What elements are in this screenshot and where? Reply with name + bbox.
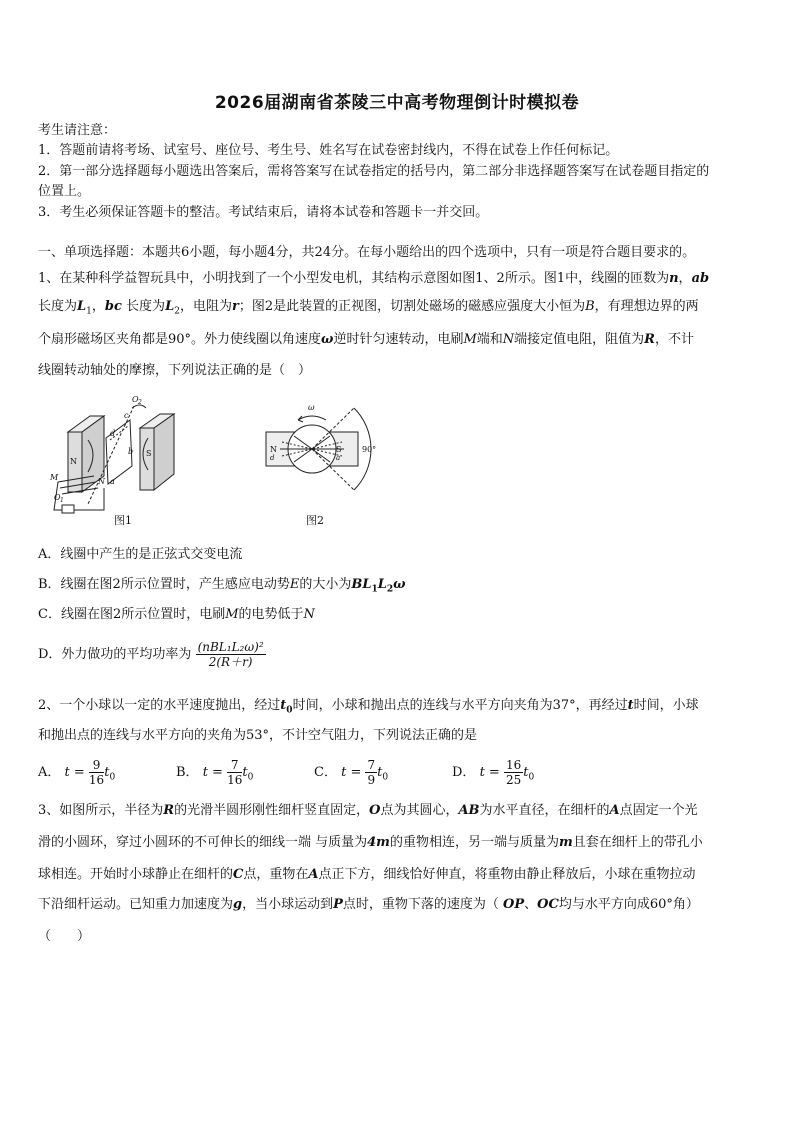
svg-text:a: a (110, 477, 115, 486)
page-title: 2026届湖南省茶陵三中高考物理倒计时模拟卷 (214, 93, 580, 113)
notice-item-2: 2．第一部分选择题每小题选出答案后，需将答案写在试卷指定的括号内，第二部分非选择题答案写在试卷题目指定的 (38, 164, 710, 179)
svg-text:c: c (124, 411, 129, 420)
svg-text:N: N (70, 457, 77, 466)
q2-option-d: D． t = $\frac{16}{25}$ $t_0$ (452, 758, 535, 787)
svg-text:O: O (132, 395, 139, 404)
section-heading: 一、单项选择题：本题共6小题，每小题4分，共24分。在每小题给出的四个选项中，只有一项是符合题目要求的。 (38, 245, 696, 260)
svg-text:b: b (128, 447, 134, 456)
svg-text:2: 2 (138, 399, 142, 406)
q1-option-b: B．线圈在图2所示位置时，产生感应电动势E的大小为$BL_1L_2\omega$ (38, 577, 406, 595)
fig2-angle-label: 90° (362, 445, 377, 454)
q1-line-1: 1、在某种科学益智玩具中，小明找到了一个小型发电机，其结构示意图如图1、2所示。图1中，线圈的匝数为n，ab (38, 271, 710, 286)
q3-line-1: 3、如图所示，半径为R的光滑半圆形刚性细杆竖直固定，O点为其圆心，AB为水平直径，在细杆的A点固定一个光 (38, 803, 698, 818)
q3-line-2: 滑的小圆环，穿过小圆环的不可伸长的细线一端 与质量为4m的重物相连，另一端与质量为m且套在细杆上的带孔小 (38, 835, 703, 850)
q1-option-d-fraction: $\frac{\text{(nBL₁L₂ω)²}}{2(R+r)}$ (197, 640, 264, 669)
notice-heading: 考生请注意： (38, 123, 117, 138)
q1-line-2: 长度为$L_1$，bc 长度为$L_2$，电阻为r；图2是此装置的正视图，切割处磁场的磁感应强度大小恒为B，有理想边界的两 (38, 299, 699, 317)
notice-item-1: 1．答题前请将考场、试室号、座位号、考生号、姓名写在试卷密封线内，不得在试卷上作任何标记。 (38, 143, 619, 158)
q3-line-5: （ ） (38, 929, 91, 944)
q2-line-2: 和抛出点的连线与水平方向的夹角为53°，不计空气阻力，下列说法正确的是 (38, 728, 478, 743)
svg-text:N: N (270, 445, 277, 454)
svg-text:S: S (336, 445, 342, 454)
notice-item-3: 3．考生必须保证答题卡的整洁。考试结束后，请将本试卷和答题卡一并交回。 (38, 205, 489, 220)
notice-item-2-cont: 位置上。 (38, 184, 91, 199)
svg-text:1: 1 (60, 497, 64, 504)
fig1-caption: 图1 (114, 514, 132, 527)
q3-line-4: 下沿细杆运动。已知重力加速度为g，当小球运动到P点时，重物下落的速度为（ OP、OC均与水平方向成60°角） (38, 897, 699, 912)
q1-line-4: 线圈转动轴处的摩擦，下列说法正确的是（ ） (38, 363, 312, 378)
q1-option-c: C．线圈在图2所示位置时，电刷M的电势低于N (38, 607, 315, 622)
svg-text:d: d (110, 429, 116, 438)
svg-text:M: M (50, 473, 59, 482)
q1-option-a: A．线圈中产生的是正弦式交变电流 (38, 547, 243, 562)
q2-line-1: 2、一个小球以一定的水平速度抛出，经过$t_0$时间，小球和抛出点的连线与水平方向夹角为37°，再经过t时间，小球 (38, 698, 699, 716)
svg-text:O: O (54, 493, 61, 502)
q2-option-c: C． t = $\frac{7}{9}$ $t_0$ (314, 758, 389, 787)
q2-option-b: B． t = $\frac{7}{16}$ $t_0$ (176, 758, 254, 787)
q1-line-3: 个扇形磁场区夹角都是90°。外力使线圈以角速度ω逆时针匀速转动，电刷M端和N端接定值电阻，阻值为R，不计 (38, 332, 694, 347)
fig2-omega-label: ω (308, 403, 315, 412)
svg-text:d: d (270, 454, 275, 462)
generator-front-view-fig2 (258, 402, 388, 512)
q3-line-3: 球相连。开始时小球静止在细杆的C点，重物在A点正下方，细线恰好伸直，将重物由静止释放后，小球在重物拉动 (38, 867, 696, 882)
svg-text:S: S (146, 449, 152, 458)
generator-diagram-fig1 (48, 392, 188, 520)
q1-option-d: D．外力做功的平均功率为 $\frac{\text{(nBL₁L₂ω)²}}{2(R+r)}$ (38, 640, 264, 669)
svg-text:a: a (336, 454, 341, 462)
svg-text:N: N (98, 477, 105, 486)
q2-option-a: A． t = $\frac{9}{16}$ $t_0$ (38, 758, 116, 787)
fig2-caption: 图2 (306, 514, 324, 527)
